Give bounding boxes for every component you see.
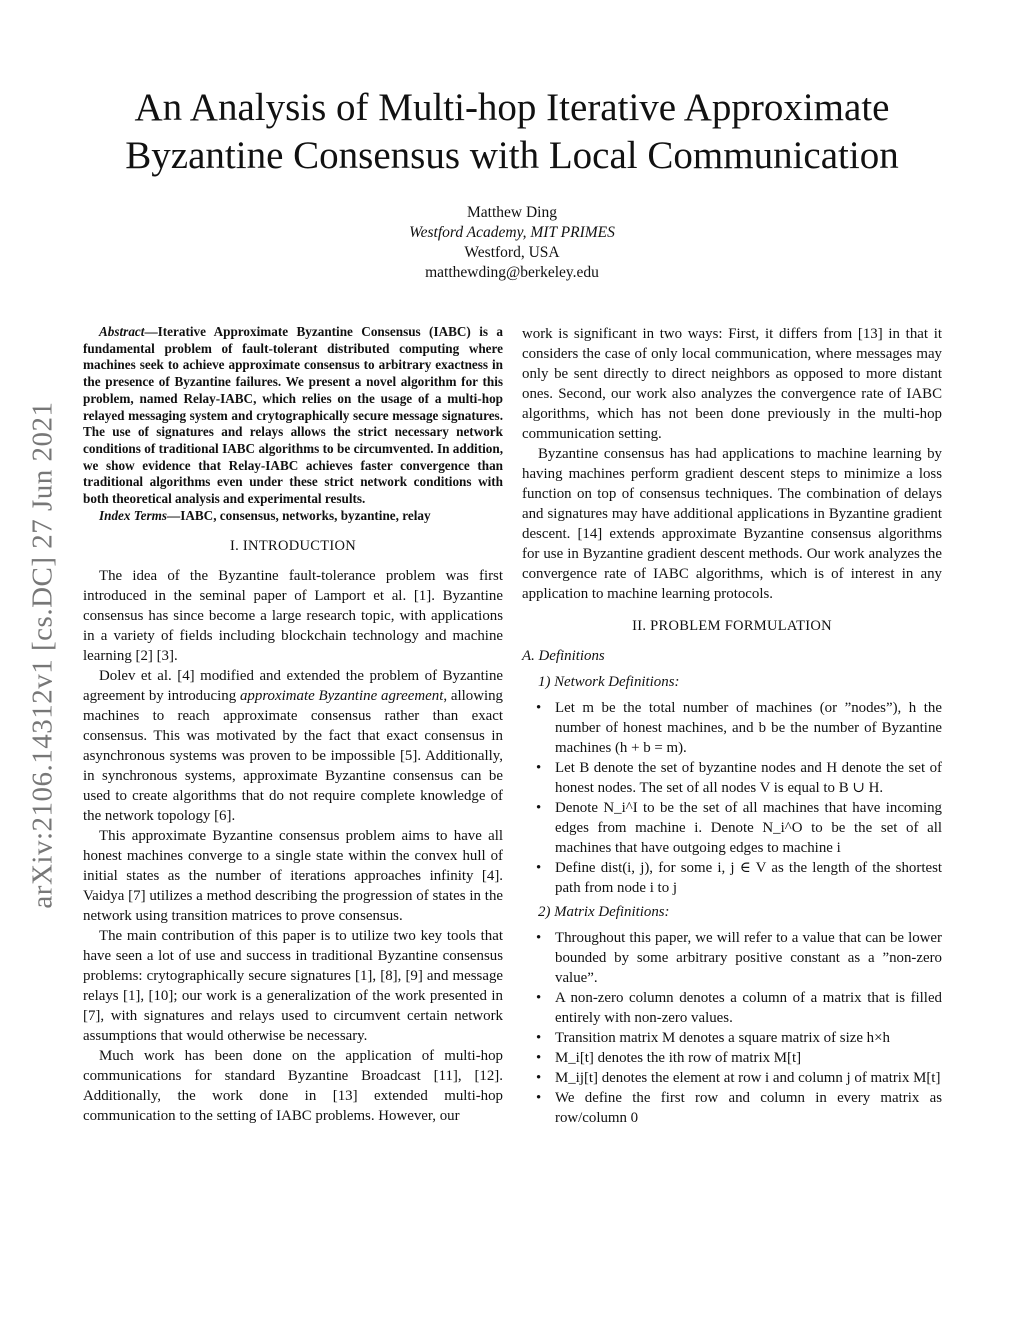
arxiv-identifier <box>28 355 58 955</box>
right-column <box>522 324 942 1132</box>
title-line-2: Byzantine Consensus with Local Communication <box>125 134 899 177</box>
list-item: • Define dist(i, j), for some i, j ∈ V as the length of the shortest path from node i to j <box>522 858 942 898</box>
list-item: • Let m be the total number of machines (or ”nodes”), h the number of honest machines, and b be the number of Byzantine machines (h + b = m). <box>522 698 942 758</box>
abstract: Abstract—Iterative Approximate Byzantine Consensus (IABC) is a fundamental problem of fault-tolerant distributed computing where machines seek to achieve approximate consensus to arbitrary exactness in the presence of Byzantine failures. We present a novel algorithm for this problem, named Relay-IABC, which relies on the usage of a multi-hop relayed messaging system and crytographically secure message signatures. The use of signatures and relays allows the strict necessary network conditions of traditional IABC algorithms to be circumvented. In addition, we show evidence that Relay-IABC achieves faster convergence than traditional algorithms even under these strict network conditions with both theoretical analysis and experimental results. <box>83 324 503 507</box>
paper-title <box>60 84 964 180</box>
arxiv-identifier-text: arXiv:2106.14312v1 [cs.DC] 27 Jun 2021 <box>26 401 59 909</box>
intro-paragraph-3: This approximate Byzantine consensus problem aims to have all honest machines converge to a single state within the convex hull of initial states as the number of iterations approaches infinity [4]. Vaidya [7] utilizes a method describing the progression of states in the network using transition matrices to prove consensus. <box>83 828 503 925</box>
list-item: • We define the first row and column in every matrix as row/column 0 <box>522 1088 942 1128</box>
subsubsection-matrix-definitions: 2) Matrix Definitions: <box>538 904 670 920</box>
intro-p2-emphasis: approximate Byzantine agreement <box>239 688 444 705</box>
left-column <box>83 324 503 1126</box>
subsubsection-network-definitions: 1) Network Definitions: <box>538 674 680 690</box>
abstract-text: Iterative Approximate Byzantine Consensus (IABC) is a fundamental problem of fault-tolerant distributed computing where machines seek to achieve approximate consensus to arbitrary exactness in the presence of Byzantine failures. We present a novel algorithm for this problem, named Relay-IABC, which relies on the usage of a multi-hop relayed messaging system and crytographically secure message signatures. The use of signatures and relays allows the strict necessary network conditions of traditional IABC algorithms to be circumvented. In addition, we show evidence that Relay-IABC achieves faster convergence than traditional algorithms even under these strict network conditions with both theoretical analysis and experimental results. <box>83 324 503 507</box>
index-terms-text: IABC, consensus, networks, byzantine, relay <box>180 507 431 523</box>
network-definitions-list <box>522 698 942 898</box>
list-item: • A non-zero column denotes a column of a matrix that is filled entirely with non-zero values. <box>522 988 942 1028</box>
subsection-definitions: A. Definitions <box>522 648 605 664</box>
intro-paragraph-4: The main contribution of this paper is to utilize two key tools that have seen a lot of use and success in traditional Byzantine consensus problems: crytographically secure signatures [1], [8], [9] and message relays [1], [10]; our work is a generalization of the work presented in [7], with signatures and relays used to circumvent certain network assumptions that would otherwise be necessary. <box>83 928 503 1045</box>
list-item: • Throughout this paper, we will refer to a value that can be lower bounded by some arbitrary positive constant as a ”non-zero value”. <box>522 928 942 988</box>
intro-paragraph-5: Much work has been done on the application of multi-hop communications for standard Byzantine Broadcast [11], [12]. Additionally, the work done in [13] extended multi-hop communication to the setting of IABC problems. However, our <box>83 1048 503 1125</box>
list-item: • M_i[t] denotes the ith row of matrix M[t] <box>522 1048 942 1068</box>
author-block <box>60 203 964 283</box>
abstract-label: Abstract <box>99 324 145 339</box>
author-email: matthewding@berkeley.edu <box>425 264 599 281</box>
list-item: • Let B denote the set of byzantine nodes and H denote the set of honest nodes. The set of all nodes V is equal to B ∪ H. <box>522 758 942 798</box>
intro-paragraph-2 <box>83 666 503 826</box>
list-item: • Denote N_i^I to be the set of all machines that have incoming edges from machine i. Denote N_i^O to be the set of all machines that have outgoing edges to machine i <box>522 798 942 858</box>
matrix-definitions-list <box>522 928 942 1128</box>
intro-p2-start: Dolev et al. [4] modified and extended the problem of Byzantine agreement by introducing <box>83 668 503 705</box>
title-line-1: An Analysis of Multi-hop Iterative Approximate <box>134 86 890 129</box>
index-terms-label: Index Terms <box>99 507 168 523</box>
author-name: Matthew Ding <box>467 204 557 221</box>
index-terms: Index Terms—IABC, consensus, networks, byzantine, relay <box>99 507 431 523</box>
author-affiliation: Westford Academy, MIT PRIMES <box>409 224 615 241</box>
list-item: • Transition matrix M denotes a square matrix of size h×h <box>522 1028 942 1048</box>
list-item: • M_ij[t] denotes the element at row i and column j of matrix M[t] <box>522 1068 942 1088</box>
intro-paragraph-1: The idea of the Byzantine fault-tolerance problem was first introduced in the seminal paper of Lamport et al. [1]. Byzantine consensus has since become a large research topic, with applications in a variety of fields including blockchain technology and machine learning [2] [3]. <box>83 568 503 665</box>
intro-p2-end: , allowing machines to reach approximate consensus rather than exact consensus. This was motivated by the fact that exact consensus in asynchronous systems was proven to be impossible [5]. Additionally, in synchronous systems, approximate Byzantine consensus can be used to create algorithms that do not require complete knowledge of the network topology [6]. <box>83 688 503 825</box>
section-heading-problem-formulation: II. PROBLEM FORMULATION <box>632 618 832 634</box>
intro-paragraph-continued: work is significant in two ways: First, it differs from [13] in that it considers the case of only local communication, where messages may only be sent directly to direct neighbors as opposed to more distant ones. Second, our work also analyzes the convergence rate of IABC algorithms, which has not been done previously in the multi-hop communication setting. <box>522 326 942 442</box>
section-heading-introduction: I. INTRODUCTION <box>229 538 357 555</box>
intro-paragraph-6: Byzantine consensus has had applications to machine learning by having machines perform gradient descent steps to minimize a loss function on top of consensus techniques. The combination of delays and signatures may have additional applications in Byzantine gradient descent. [14] extends approximate Byzantine consensus algorithms for use in Byzantine gradient descent methods. Our work analyzes the convergence rate of IABC algorithms, which is of interest in any application to machine learning protocols. <box>522 446 942 602</box>
author-location: Westford, USA <box>464 244 560 261</box>
